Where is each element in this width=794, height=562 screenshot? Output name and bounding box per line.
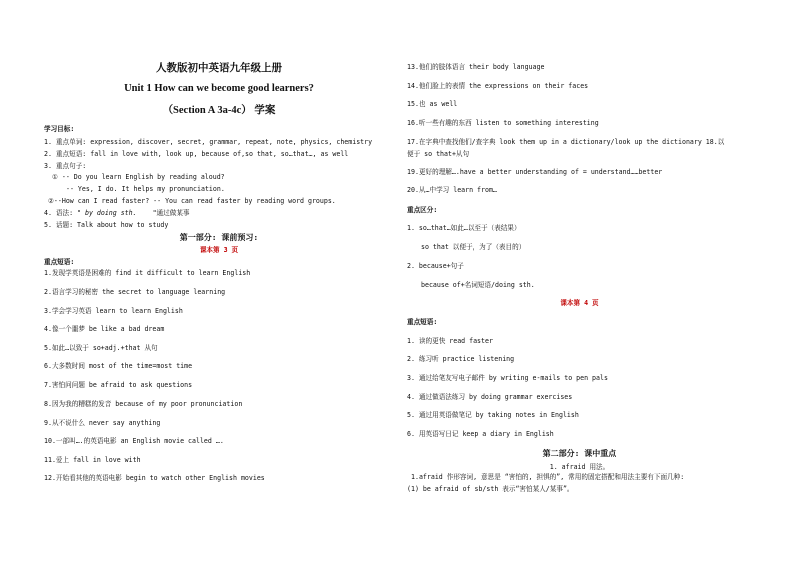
- page3-label: 课本第 3 页: [199, 246, 239, 254]
- goal-sentence-1: ① -- Do you learn English by reading aloud?: [52, 173, 225, 181]
- afraid-usage-1: (1) be afraid of sb/sth 表示“害怕某人/某事”。: [407, 485, 574, 493]
- goals-heading: 学习目标:: [44, 125, 75, 133]
- phrase-item: 14.他们脸上的表情 the expressions on their faces: [407, 82, 589, 90]
- phrase-item: 6. 用英语写日记 keep a diary in English: [407, 430, 554, 438]
- phrase-item: 5.如此…以致于 so+adj.+that 从句: [44, 344, 158, 352]
- goal-grammar-meaning: "通过做某事: [152, 209, 190, 217]
- phrase-item: 2. 练习听 practice listening: [407, 355, 515, 363]
- diff-item: 1. so…that…如此…以至于（表结果）: [407, 224, 521, 232]
- phrase-item: 8.因为我的糟糕的发音 because of my poor pronunciation: [44, 400, 243, 408]
- goal-words: 1. 重点单词: expression, discover, secret, grammar, repeat, note, physics, chemistry: [44, 138, 373, 146]
- phrase-item: 12.开始看其他的英语电影 begin to watch other English movies: [44, 474, 265, 482]
- phrase-item: 1.发现学英语是困难的 find it difficult to learn English: [44, 269, 251, 277]
- section-title: （Section A 3a-4c） 学案: [162, 105, 276, 116]
- diff-heading: 重点区分:: [407, 206, 438, 214]
- goal-sentence-2: ②--How can I read faster? -- You can read faster by reading word groups.: [48, 197, 336, 205]
- phrase-item: 2.语言学习的秘密 the secret to language learning: [44, 288, 226, 296]
- phrase-item: 7.害怕问问题 be afraid to ask questions: [44, 381, 193, 389]
- phrases-heading: 重点短语:: [44, 258, 75, 266]
- phrase-item: 1. 读的更快 read faster: [407, 337, 493, 345]
- phrase-item: 10.一部叫….的英语电影 an English movie called ….: [44, 437, 224, 445]
- document-title: 人教版初中英语九年级上册: [156, 63, 282, 74]
- diff-item: because of+名词短语/doing sth.: [421, 281, 535, 289]
- goal-grammar-pattern: " by doing sth.: [77, 209, 137, 217]
- phrase-item: 4.像一个噩梦 be like a bad dream: [44, 325, 165, 333]
- phrase-item: 3.学会学习英语 learn to learn English: [44, 307, 183, 315]
- page4-label: 课本第 4 页: [560, 299, 599, 307]
- goal-phrases: 2. 重点短语: fall in love with, look up, because of,so that, so…that…, as well: [44, 150, 349, 158]
- phrase-item: 6.大多数时间 most of the time=most time: [44, 362, 193, 370]
- goal-grammar: [44, 209, 190, 217]
- phrase-item: 4. 通过做语法练习 by doing grammar exercises: [407, 393, 573, 401]
- phrase-item: 11.爱上 fall in love with: [44, 456, 141, 464]
- phrase-item: 20.从…中学习 learn from…: [407, 186, 497, 194]
- afraid-explanation: 1.afraid 作形容词, 意思是 “害怕的, 担惧的”, 常用的固定搭配和用法主要有下面几种:: [411, 473, 685, 481]
- phrase-item: 15.也 as well: [407, 100, 458, 108]
- phrase-item: 3. 通过给笔友写电子邮件 by writing e-mails to pen pals: [407, 374, 608, 382]
- phrase-item: 5. 通过用英语做笔记 by taking notes in English: [407, 411, 579, 419]
- part2-subheading: 1. afraid 用法。: [549, 463, 610, 471]
- phrase-item: 17.在字典中查找他们/查字典 look them up in a dictionary/look up the dictionary 18.以: [407, 138, 725, 146]
- goal-sentences: 3. 重点句子:: [44, 162, 87, 170]
- goal-sentence-1-answer: -- Yes, I do. It helps my pronunciation.: [66, 185, 225, 193]
- part1-heading: 第一部分: 课前预习:: [179, 233, 259, 242]
- phrases-heading-2: 重点短语:: [407, 318, 438, 326]
- goal-grammar-label: 4. 语法:: [44, 209, 78, 217]
- diff-item: so that 以便于，为了（表目的）: [421, 243, 526, 251]
- phrase-item-continued: 便于 so that+从句: [407, 150, 470, 158]
- phrase-item: 9.从不说什么 never say anything: [44, 419, 161, 427]
- unit-title: Unit 1 How can we become good learners?: [124, 83, 314, 94]
- phrase-item: 13.他们的肢体语言 their body language: [407, 63, 545, 71]
- diff-item: 2. because+句子: [407, 262, 464, 270]
- phrase-item: 19.更好的理解….have a better understanding of = understand……better: [407, 168, 663, 176]
- part2-heading: 第二部分: 课中重点: [542, 449, 617, 458]
- phrase-item: 16.听一些有趣的东西 listen to something interesting: [407, 119, 599, 127]
- goal-topic: 5. 话题: Talk about how to study: [44, 221, 169, 229]
